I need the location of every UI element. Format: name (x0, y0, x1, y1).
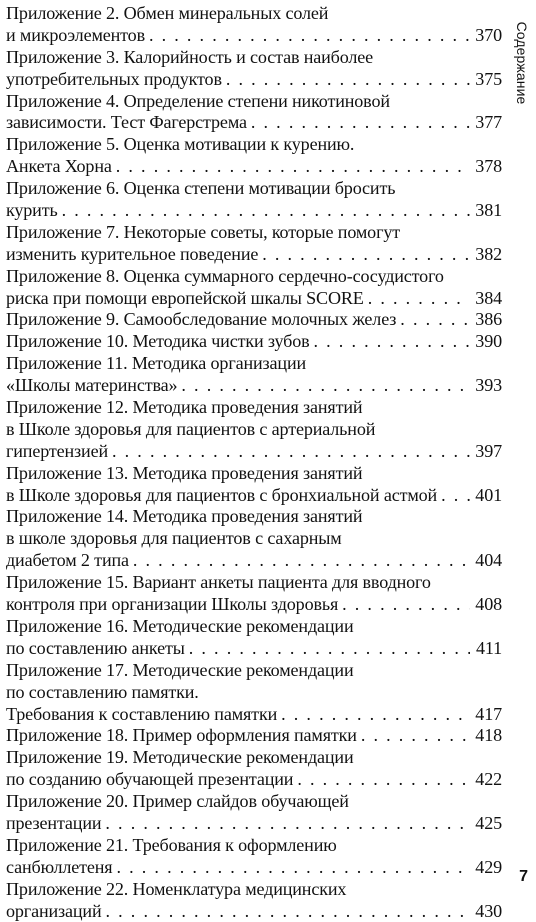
dot-leader (368, 288, 470, 310)
toc-entry-line: Приложение 5. Оценка мотивации к курению. (6, 134, 355, 155)
toc-entry-page: 429 (475, 856, 502, 877)
toc-entry-last-line (6, 638, 502, 660)
toc-entry-line: Приложение 16. Методические рекомендации (6, 615, 354, 636)
toc-entry-title: Приложение 18. Пример оформления памятки (6, 725, 357, 746)
toc-entry-page: 386 (475, 309, 502, 330)
dot-leader (105, 813, 470, 835)
toc-entry-page: 411 (475, 637, 502, 658)
toc-entry (6, 47, 502, 91)
toc-entry-title: организаций (6, 900, 102, 921)
toc-entry-title: «Школы материнства» (6, 375, 178, 396)
toc-entry-title: и микроэлементов (6, 24, 145, 45)
toc-entry (6, 747, 502, 791)
dot-leader (314, 331, 470, 353)
toc-entry (6, 178, 502, 222)
toc-entry (6, 725, 502, 747)
toc-entry-page: 370 (475, 24, 502, 45)
toc-entry-page: 430 (475, 900, 502, 921)
page-number: 7 (519, 868, 528, 885)
toc-entry-last-line (6, 594, 502, 616)
toc-entry-title: контроля при организации Школы здоровья (6, 594, 339, 615)
toc-entry-title: употребительных продуктов (6, 68, 222, 89)
toc-entry (6, 309, 502, 331)
dot-leader (106, 901, 471, 922)
toc-entry-last-line (6, 200, 502, 222)
toc-entry-page: 390 (475, 331, 502, 352)
toc-entry-title: Приложение 9. Самообследование молочных желез (6, 309, 397, 330)
dot-leader (116, 156, 470, 178)
toc-entry-line: Приложение 8. Оценка суммарного сердечно-сосудистого (6, 265, 444, 286)
toc-entry-line: в Школе здоровья для пациентов с артериальной (6, 418, 376, 439)
toc-entry-last-line (6, 769, 502, 791)
toc-entry (6, 463, 502, 507)
dot-leader (361, 725, 470, 747)
toc-entry-line: Приложение 17. Методические рекомендации (6, 659, 354, 680)
toc-entry-last-line (6, 331, 502, 353)
toc-entry-page: 378 (475, 156, 502, 177)
toc-entry (6, 222, 502, 266)
dot-leader (342, 594, 470, 616)
toc-entry (6, 879, 502, 922)
toc-entry-last-line (6, 244, 502, 266)
toc-entry-last-line (6, 112, 502, 134)
toc-entry-last-line (6, 725, 502, 747)
toc-entry-page: 375 (475, 68, 502, 89)
toc-entry-line: Приложение 19. Методические рекомендации (6, 747, 354, 768)
toc-entry (6, 3, 502, 47)
toc-entry-line: Приложение 6. Оценка степени мотивации бросить (6, 178, 396, 199)
toc-entry-title: санбюллетеня (6, 856, 113, 877)
dot-leader (281, 704, 470, 726)
running-header-label: Содержание (514, 21, 530, 105)
toc-entry-title: изменить курительное поведение (6, 243, 259, 264)
dot-leader (149, 25, 470, 47)
toc-entry-page: 408 (475, 594, 502, 615)
toc-entry-title: презентации (6, 812, 102, 833)
toc-entry-title: диабетом 2 типа (6, 550, 129, 571)
toc-entry-last-line (6, 309, 502, 331)
running-header (513, 8, 531, 118)
toc-entry-title: по созданию обучающей презентации (6, 769, 294, 790)
toc-entry-last-line (6, 25, 502, 47)
toc-entry-line: Приложение 14. Методика проведения занятий (6, 506, 363, 527)
toc-entry-line: Приложение 13. Методика проведения занятий (6, 462, 363, 483)
dot-leader (400, 309, 470, 331)
toc-entry-title: Приложение 10. Методика чистки зубов (6, 331, 310, 352)
toc-entry-last-line (6, 550, 502, 572)
toc-entry-title: Анкета Хорна (6, 156, 112, 177)
toc-entry-line: по составлению памятки. (6, 681, 199, 702)
toc-entry (6, 266, 502, 310)
toc-entry-last-line (6, 69, 502, 91)
toc-entry-line: Приложение 7. Некоторые советы, которые помогут (6, 221, 400, 242)
toc-entry (6, 572, 502, 616)
toc-entry-page: 382 (475, 243, 502, 264)
toc-entry (6, 91, 502, 135)
toc-entry-page: 422 (475, 769, 502, 790)
toc-entry-page: 401 (475, 484, 502, 505)
dot-leader (181, 375, 470, 397)
dot-leader (133, 550, 470, 572)
table-of-contents (6, 3, 502, 922)
dot-leader (251, 112, 470, 134)
toc-entry-title: в Школе здоровья для пациентов с бронхиальной астмой (6, 484, 438, 505)
toc-entry (6, 506, 502, 572)
toc-entry-line: Приложение 22. Номенклатура медицинских (6, 878, 347, 899)
dot-leader (226, 69, 470, 91)
toc-entry-page: 417 (475, 703, 502, 724)
toc-entry-last-line (6, 813, 502, 835)
dot-leader (62, 200, 470, 222)
toc-entry-last-line (6, 288, 502, 310)
toc-entry-title: риска при помощи европейской шкалы SCORE (6, 287, 364, 308)
toc-entry-line: в школе здоровья для пациентов с сахарным (6, 528, 342, 549)
toc-entry-page: 397 (475, 440, 502, 461)
toc-entry-title: курить (6, 200, 58, 221)
toc-entry-title: зависимости. Тест Фагерстрема (6, 112, 247, 133)
toc-entry-title: по составлению анкеты (6, 637, 185, 658)
dot-leader (189, 638, 470, 660)
toc-entry-page: 404 (475, 550, 502, 571)
toc-entry-last-line (6, 901, 502, 922)
dot-leader (262, 244, 470, 266)
toc-entry (6, 353, 502, 397)
toc-entry (6, 134, 502, 178)
toc-entry (6, 660, 502, 726)
toc-entry-title: гипертензией (6, 440, 108, 461)
toc-entry-last-line (6, 857, 502, 879)
toc-entry-page: 381 (475, 200, 502, 221)
toc-entry-last-line (6, 375, 502, 397)
dot-leader (441, 485, 470, 507)
toc-entry (6, 616, 502, 660)
toc-entry (6, 331, 502, 353)
toc-entry-page: 384 (475, 287, 502, 308)
toc-entry-line: Приложение 4. Определение степени никотиновой (6, 90, 390, 111)
toc-entry-line: Приложение 11. Методика организации (6, 353, 307, 374)
toc-entry-line: Приложение 21. Требования к оформлению (6, 834, 337, 855)
toc-entry-page: 393 (475, 375, 502, 396)
toc-entry-line: Приложение 3. Калорийность и состав наиболее (6, 46, 374, 67)
toc-entry-line: Приложение 20. Пример слайдов обучающей (6, 791, 349, 812)
toc-entry-page: 425 (475, 812, 502, 833)
toc-entry-line: Приложение 12. Методика проведения занятий (6, 397, 363, 418)
toc-entry (6, 397, 502, 463)
dot-leader (112, 441, 470, 463)
toc-entry-line: Приложение 15. Вариант анкеты пациента для вводного (6, 572, 431, 593)
toc-entry-last-line (6, 441, 502, 463)
toc-entry-last-line (6, 156, 502, 178)
dot-leader (116, 857, 470, 879)
toc-entry-title: Требования к составлению памятки (6, 703, 278, 724)
toc-entry (6, 791, 502, 835)
dot-leader (297, 769, 470, 791)
toc-entry (6, 835, 502, 879)
toc-entry-last-line (6, 704, 502, 726)
toc-entry-page: 418 (475, 725, 502, 746)
toc-entry-last-line (6, 485, 502, 507)
toc-entry-line: Приложение 2. Обмен минеральных солей (6, 3, 329, 23)
toc-entry-page: 377 (475, 112, 502, 133)
